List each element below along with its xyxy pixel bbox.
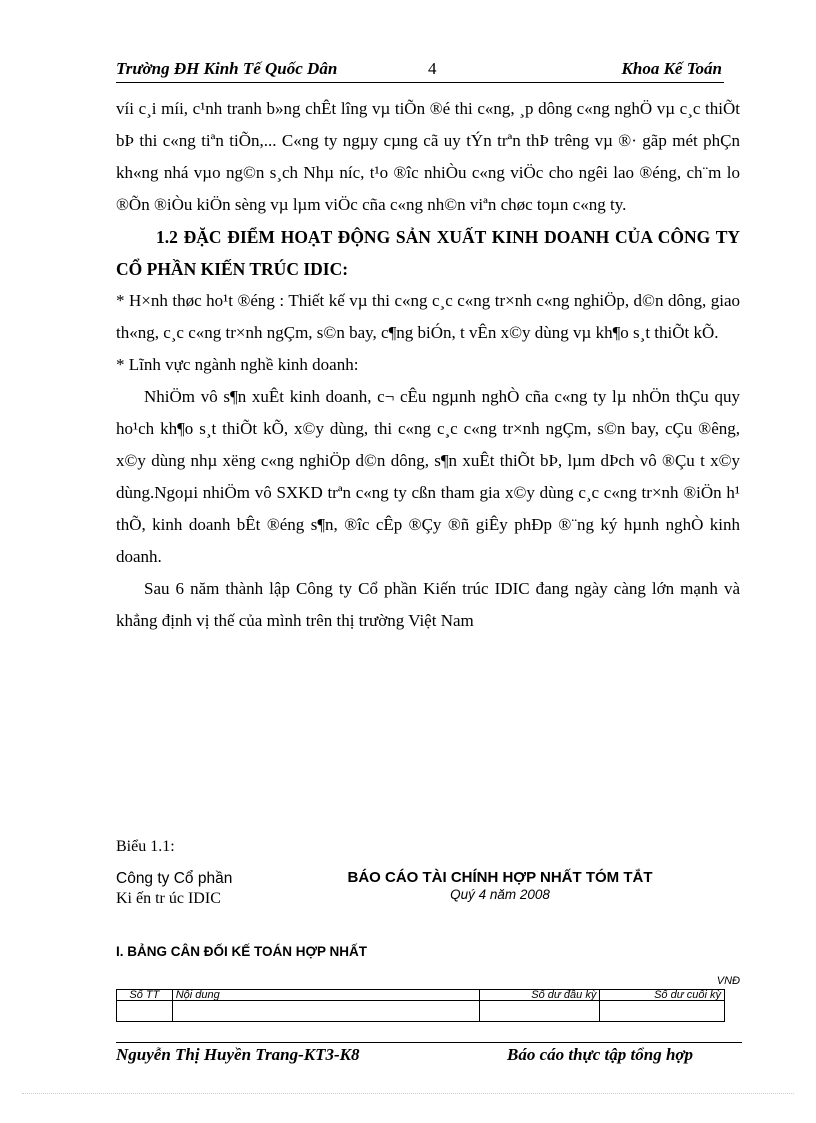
col-header-content: Nội dung: [172, 990, 479, 1001]
table-cell: [479, 1001, 600, 1022]
company-name-line2: Ki ến tr úc IDIC: [116, 890, 221, 907]
section-number: 1.2: [156, 227, 178, 247]
footer-author: Nguyễn Thị Huyền Trang-KT3-K8: [116, 1045, 360, 1064]
balance-sheet-table: [116, 989, 725, 1022]
page-number: 4: [428, 59, 437, 78]
footer-report-type: Báo cáo thực tập tổng hợp: [507, 1045, 694, 1064]
bullet-business-field: * Lĩnh vực ngành nghề kinh doanh:: [116, 355, 359, 374]
bullet-operation-form: * H×nh thøc ho¹t ®éng : Thiết kế vµ thi c«ng c¸c c«ng tr×nh c«ng nghiÖp, d©n dông, giao th«ng, c¸c c«ng tr×nh ngÇm, s©n bay, c¶ng biÓn, t vÊn x©y dùng vµ kh¶o s¸t thiÕt kÕ.: [116, 291, 740, 342]
document-body: [116, 93, 740, 637]
section-title: ĐẶC ĐIỂM HOẠT ĐỘNG SẢN XUẤT KINH DOANH CỦA CÔNG TY CỔ PHẦN KIẾN TRÚC IDIC:: [116, 227, 740, 279]
table-cell: [600, 1001, 725, 1022]
table-row: [117, 1001, 725, 1022]
header-department: Khoa Kế Toán: [621, 59, 722, 78]
table-header-row: [117, 990, 725, 1001]
header-school: Trường ĐH Kinh Tế Quốc Dân: [116, 59, 338, 78]
col-header-closing-balance: Số dư cuối kỳ: [600, 990, 725, 1001]
col-header-no: Số TT: [117, 990, 173, 1001]
report-period: Quý 4 năm 2008: [450, 887, 550, 902]
company-name-line1: Công ty Cổ phần: [116, 870, 233, 887]
table-cell: [117, 1001, 173, 1022]
footer-divider: [116, 1042, 742, 1043]
paragraph-intro: víi c¸i míi, c¹nh tranh b»ng chÊt lîng vµ tiÕn ®é thi c«ng, ¸p dông c«ng nghÖ vµ c¸c thiÕt bÞ thi c«ng tiªn tiÕn,... C«ng ty ngµy cµng cã uy tÝn trªn thÞ trêng vµ ®· gãp mét phÇn kh«ng nhá vµo ng©n s¸ch Nhµ níc, t¹o ®îc nhiÒu c«ng viÖc cho ngêi lao ®éng, ch¨m lo ®Õn ®iÒu kiÖn sèng vµ lµm viÖc cña c«ng nh©n viªn chøc toµn c«ng ty.: [116, 99, 740, 214]
col-header-opening-balance: Số dư đầu kỳ: [479, 990, 600, 1001]
paragraph-growth: Sau 6 năm thành lập Công ty Cổ phần Kiến trúc IDIC đang ngày càng lớn mạnh và khẳng định vị thế của mình trên thị trường Việt Nam: [116, 579, 740, 630]
report-title: BÁO CÁO TÀI CHÍNH HỢP NHẤT TÓM TẮT: [347, 869, 653, 886]
table-label: Biểu 1.1:: [116, 838, 175, 855]
currency-unit: VNĐ: [716, 975, 740, 987]
page-bottom-border: [22, 1093, 794, 1094]
page-header: [116, 58, 724, 83]
balance-sheet-title: I. BẢNG CÂN ĐỐI KẾ TOÁN HỢP NHẤT: [116, 944, 368, 959]
section-heading: [116, 221, 740, 285]
company-name: [116, 869, 276, 909]
paragraph-business-tasks: NhiÖm vô s¶n xuÊt kinh doanh, c¬ cÊu ngµnh nghÒ cña c«ng ty lµ nhÖn thÇu quy ho¹ch kh¶o s¸t thiÕt kÕ, x©y dùng, thi c«ng c¸c c«ng tr×nh ngÇm, s©n bay, cÇu ®êng, x©y dùng nhµ xëng c«ng nghiÖp d©n dông, s¶n xuÊt thiÕt bÞ, lµm dÞch vô ®Çu t x©y dùng.Ngoµi nhiÖm vô SXKD trªn c«ng ty cßn tham gia x©y dùng c¸c c«ng tr×nh ®iÖn h¹ thÕ, kinh doanh bÊt ®éng s¶n, ®îc cÊp ®Çy ®ñ giÊy phÐp ®¨ng ký hµnh nghÒ kinh doanh.: [116, 387, 740, 566]
table-cell: [172, 1001, 479, 1022]
